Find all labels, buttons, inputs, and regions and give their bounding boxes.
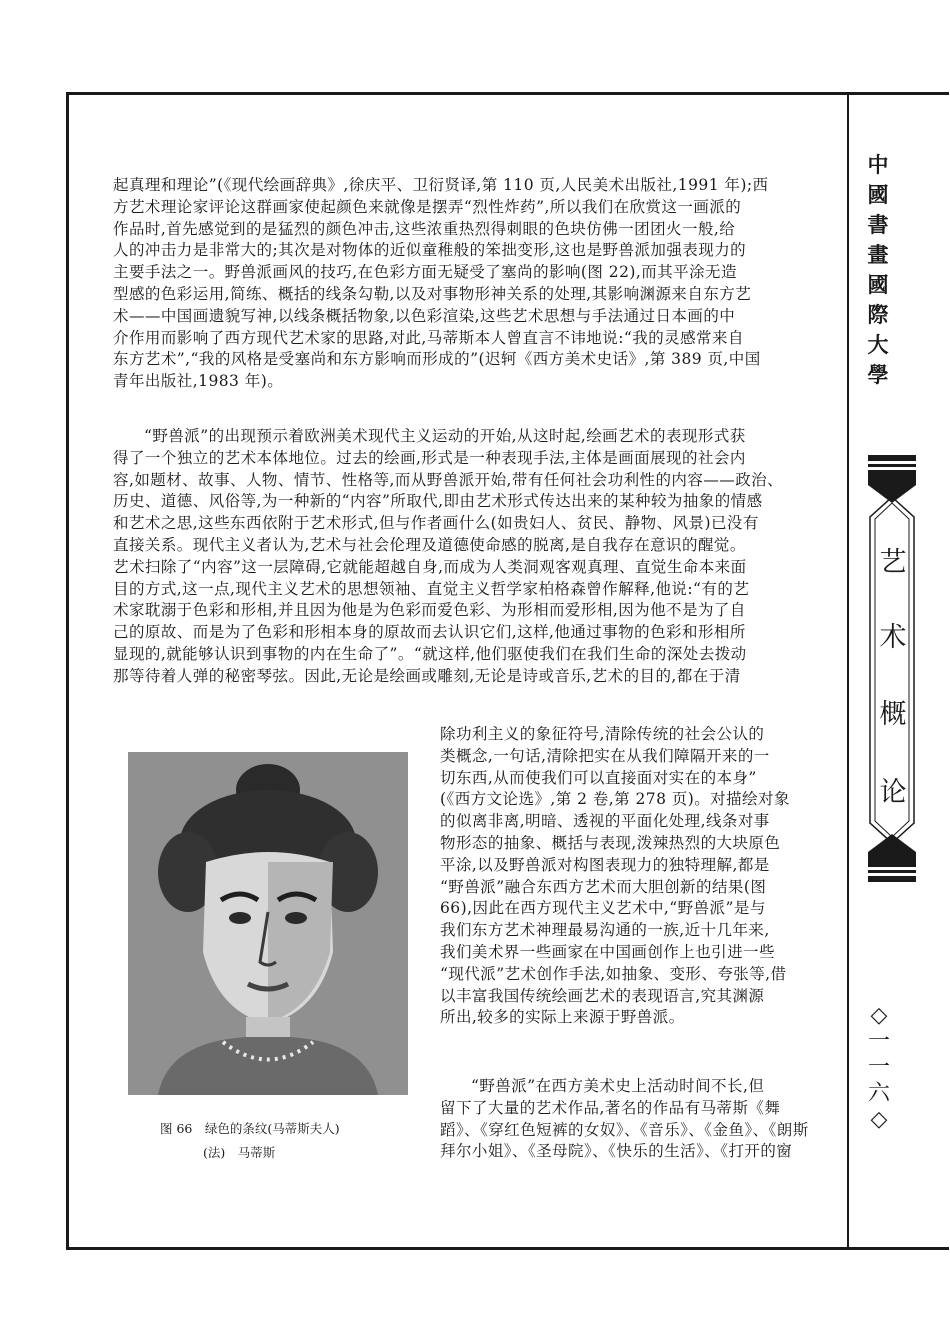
text-line: 容,如题材、故事、人物、情节、性格等,而从野兽派开始,带有任何社会功利性的内容——政治、 xyxy=(113,470,784,489)
text-line: “现代派”艺术创作手法,如抽象、变形、夸张等,借 xyxy=(440,964,787,983)
university-char: 中 xyxy=(867,152,889,177)
text-line: 我们东方艺术神理最易沟通的一族,近十几年来, xyxy=(440,921,770,940)
text-line: 显现的,就能够认识到事物的内在生命了”。“就这样,他们驱使我们在我们生命的深处去拨动 xyxy=(113,644,747,663)
text-line: “野兽派”在西方美术史上活动时间不长,但 xyxy=(471,1077,765,1095)
university-char: 書 xyxy=(867,212,889,237)
page-number-char: ◇ xyxy=(870,1107,888,1132)
text-line: 型感的色彩运用,简练、概括的线条勾勒,以及对事物形神关系的处理,其影响渊源来自东方艺 xyxy=(113,284,752,303)
text-line: 主要手法之一。野兽派画风的技巧,在色彩方面无疑受了塞尚的影响(图 22),而其平涂无造 xyxy=(113,263,737,282)
caption-line: (法) 马蒂斯 xyxy=(203,1145,276,1160)
text-line: 介作用而影响了西方现代艺术家的思路,对此,马蒂斯本人曾直言不讳地说:“我的灵感常来自 xyxy=(113,328,744,347)
book-title-char: 术 xyxy=(879,622,907,653)
text-line: 类概念,一句话,清除把实在从我们障隔开来的一 xyxy=(440,746,770,765)
figure-painting xyxy=(128,752,408,1095)
text-line: 艺术扫除了“内容”这一层障碍,它就能超越自身,而成为人类洞观客观真理、直觉生命本来面 xyxy=(113,557,747,576)
paragraph-1 xyxy=(113,175,803,393)
text-line: 切东西,从而使我们可以直接面对实在的本身” xyxy=(440,768,757,787)
university-char: 學 xyxy=(867,362,889,387)
text-line: 我们美术界一些画家在中国画创作上也引进一些 xyxy=(440,942,775,961)
book-title-char: 艺 xyxy=(879,547,907,578)
text-line: 方艺术理论家评论这群画家使起颜色来就像是摆弄“烈性炸药”,所以我们在欣赏这一画派的 xyxy=(113,197,742,216)
text-line: “野兽派”融合东西方艺术而大胆创新的结果(图 xyxy=(440,877,767,896)
university-char: 國 xyxy=(867,272,889,297)
figure-caption xyxy=(160,1117,420,1165)
university-char: 畫 xyxy=(867,242,889,267)
text-line: 留下了大量的艺术作品,著名的作品有马蒂斯《舞 xyxy=(440,1098,781,1117)
text-line: 和艺术之思,这些东西依附于艺术形式,但与作者画什么(如贵妇人、贫民、静物、风景)已没有 xyxy=(113,514,759,533)
text-line: 起真理和理论”(《现代绘画辞典》,徐庆平、卫衍贤译,第 110 页,人民美术出版社,1991 年);西 xyxy=(113,176,769,194)
paragraph-2-column xyxy=(440,724,805,1029)
book-title-char: 概 xyxy=(879,699,907,730)
text-line: 青年出版社,1983 年)。 xyxy=(113,372,284,391)
text-line: 那等待着人弹的秘密琴弦。因此,无论是绘画或雕刻,无论是诗或音乐,艺术的目的,都在于清 xyxy=(113,666,741,685)
page-number xyxy=(864,1003,894,1133)
text-line: 以丰富我国传统绘画艺术的表现语言,究其渊源 xyxy=(440,986,765,1005)
text-line: 除功利主义的象征符号,清除传统的社会公认的 xyxy=(440,725,765,743)
text-line: 直接关系。现代主义者认为,艺术与社会伦理及道德使命感的脱离,是自我存在意识的醒觉。 xyxy=(113,535,746,554)
university-char: 大 xyxy=(867,332,889,357)
book-title xyxy=(870,515,916,835)
text-line: 所出,较多的实际上来源于野兽派。 xyxy=(440,1008,685,1027)
sidebar-divider xyxy=(847,92,849,1250)
university-title xyxy=(862,150,894,390)
page-number-char: 一 xyxy=(867,1029,890,1054)
text-line: 蹈》、《穿红色短裤的女奴》、《音乐》、《金鱼》、《朗斯 xyxy=(440,1120,809,1139)
text-line: 66),因此在西方现代主义艺术中,“野兽派”是与 xyxy=(440,899,766,918)
text-line: 得了一个独立的艺术本体地位。过去的绘画,形式是一种表现手法,主体是画面展现的社会内 xyxy=(113,448,746,467)
book-title-char: 论 xyxy=(879,777,907,808)
text-line: 的似离非离,明暗、透视的平面化处理,线条对事 xyxy=(440,812,770,831)
text-line: 术家耽溺于色彩和形相,并且因为他是为色彩而爱色彩、为形相而爱形相,因为他不是为了自 xyxy=(113,601,746,620)
text-line: (《西方文论选》,第 2 卷,第 278 页)。对描绘对象 xyxy=(440,790,790,809)
caption-line: 图 66 绿色的条纹(马蒂斯夫人) xyxy=(160,1121,340,1136)
text-line: 物形态的抽象、概括与表现,泼辣热烈的大块原色 xyxy=(440,833,781,852)
paragraph-3 xyxy=(440,1076,809,1163)
text-line: 人的冲击力是非常大的;其次是对物体的近似童稚般的笨拙变形,这也是野兽派加强表现力的 xyxy=(113,241,747,260)
title-ornament-bottom xyxy=(868,832,916,882)
text-line: 拜尔小姐》、《圣母院》、《快乐的生活》、《打开的窗 xyxy=(440,1142,793,1161)
text-line: 历史、道德、风俗等,为一种新的“内容”所取代,即由艺术形式传达出来的某种较为抽象的情感 xyxy=(113,492,763,511)
university-char: 際 xyxy=(867,302,889,327)
portrait-image xyxy=(128,752,408,1095)
page-number-char: 一 xyxy=(867,1055,890,1080)
text-line: “野兽派”的出现预示着欧洲美术现代主义运动的开始,从这时起,绘画艺术的表现形式获 xyxy=(144,427,746,445)
page-number-char: ◇ xyxy=(870,1003,888,1028)
university-char: 國 xyxy=(867,182,889,207)
text-line: 东方艺术”,“我的风格是受塞尚和东方影响而形成的”(迟轲《西方美术史话》,第 389 页,中国 xyxy=(113,350,761,369)
page-number-char: 六 xyxy=(867,1081,890,1106)
text-line: 平涂,以及野兽派对构图表现力的独特理解,都是 xyxy=(440,855,770,874)
paragraph-2 xyxy=(113,426,803,688)
text-line: 己的原故、而是为了色彩和形相本身的原故而去认识它们,这样,他通过事物的色彩和形相所 xyxy=(113,623,746,642)
text-line: 作品时,首先感觉到的是猛烈的颜色冲击,这些浓重热烈得刺眼的色块仿佛一团团火一般,给 xyxy=(113,219,736,238)
text-line: 术——中国画遗貌写神,以线条概括物象,以色彩渲染,这些艺术思想与手法通过日本画的中 xyxy=(113,306,736,325)
text-line: 目的方式,这一点,现代主义艺术的思想领袖、直觉主义哲学家柏格森曾作解释,他说:“有的艺 xyxy=(113,579,750,598)
